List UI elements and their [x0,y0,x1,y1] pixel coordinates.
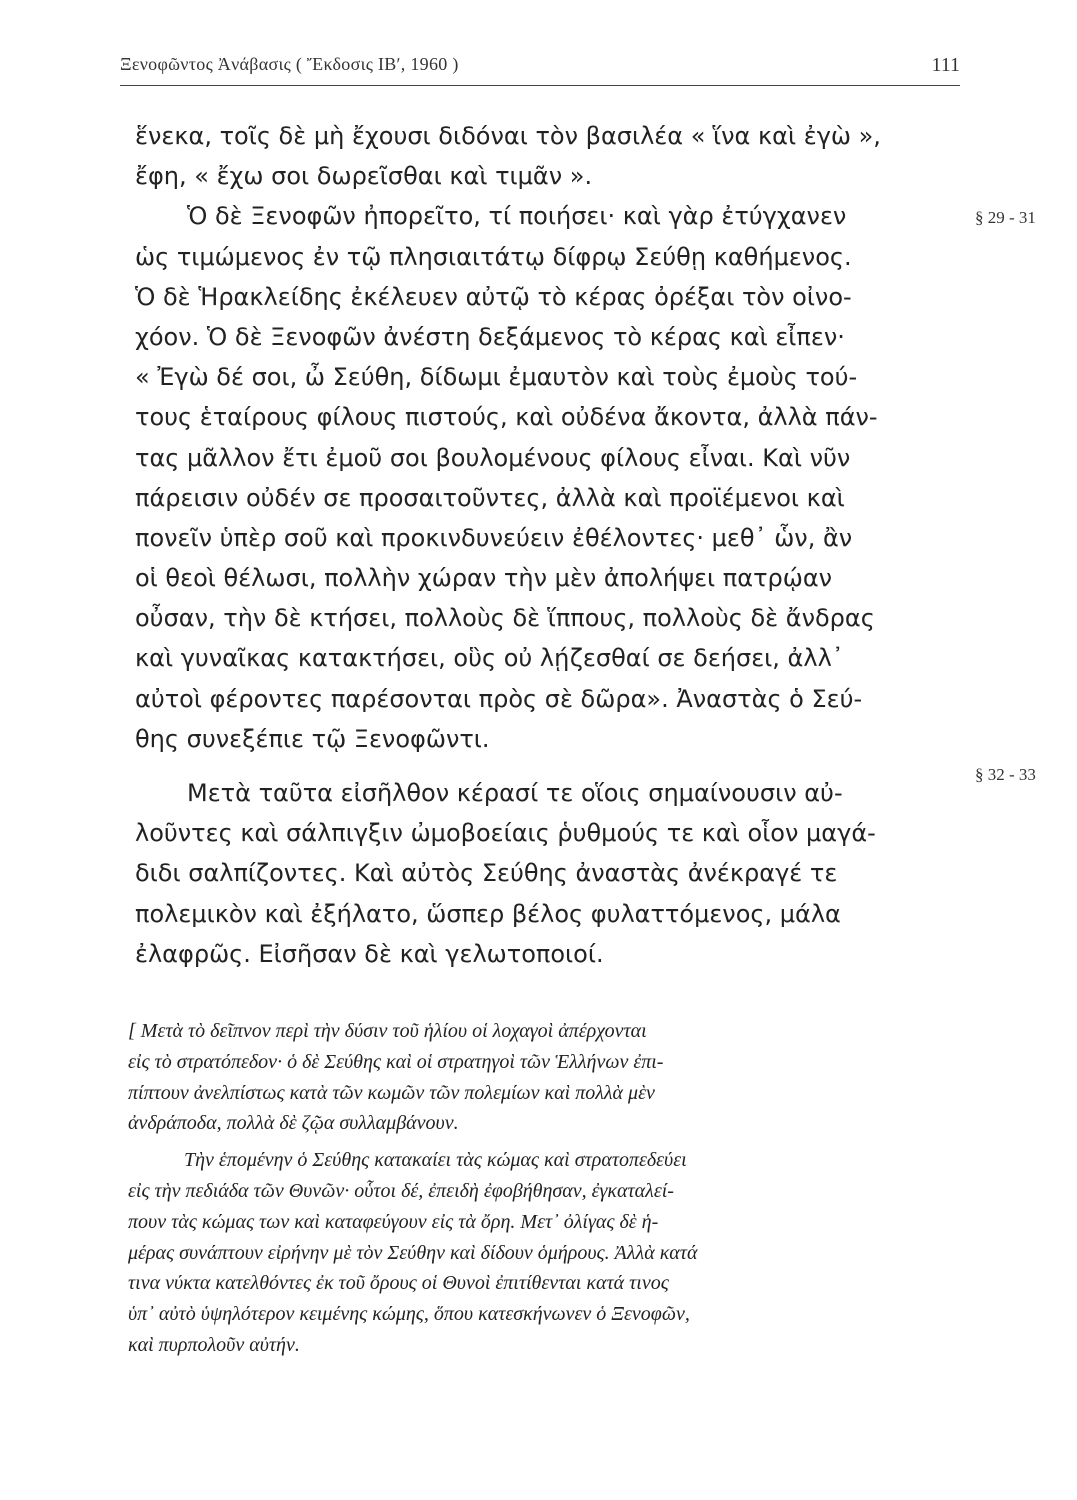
text-line: πονεῖν ὑπὲρ σοῦ καὶ προκινδυνεύειν ἐθέλοντες· μεθ᾽ ὧν, ἂν [135,523,853,552]
text-line: ἐλαφρῶς. Εἰσῆσαν δὲ καὶ γελωτοποιοί. [135,939,604,968]
text-line: ὡς τιμώμενος ἐν τῷ πλησιαιτάτῳ δίφρῳ Σεύθῃ καθήμενος. [135,242,852,271]
running-header [120,50,960,84]
text-line: Μετὰ ταῦτα εἰσῆλθον κέρασί τε οἵοις σημαίνουσιν αὐ- [187,779,843,807]
text-line: οὖσαν, τὴν δὲ κτήσει, πολλοὺς δὲ ἵππους, πολλοὺς δὲ ἄνδρας [135,604,875,633]
text-line: Ὁ δὲ Ξενοφῶν ἠπορεῖτο, τί ποιήσει· καὶ γὰρ ἐτύγχανεν [187,202,847,231]
text-line: οἱ θεοὶ θέλωσι, πολλὴν χώραν τὴν μὲν ἀπολήψει πατρῴαν [135,564,833,593]
note-line: καὶ πυρπολοῦν αὐτήν. [128,1333,300,1356]
text-line: χόον. Ὁ δὲ Ξενοφῶν ἀνέστη δεξάμενος τὸ κέρας καὶ εἶπεν· [135,322,845,351]
margin-reference: § 32 - 33 [975,765,1036,784]
note-line: εἰς τὸ στρατόπεδον· ὁ δὲ Σεύθης καὶ οἱ στρατηγοὶ τῶν Ἑλλήνων ἐπι- [128,1050,664,1073]
text-line: καὶ γυναῖκας κατακτήσει, οὓς οὐ λῄζεσθαί σε δεήσει, ἀλλ᾽ [135,644,844,673]
margin-reference: § 29 - 31 [975,208,1036,227]
text-line: Ὁ δὲ Ἡρακλείδης ἐκέλευεν αὐτῷ τὸ κέρας ὀρέξαι τὸν οἰνο- [135,282,852,311]
text-line: πάρεισιν οὐδέν σε προσαιτοῦντες, ἀλλὰ καὶ προϊέμενοι καὶ [135,483,845,512]
note-line: πουν τὰς κώμας των καὶ καταφεύγουν εἰς τὰ ὄρη. Μετ᾽ ὀλίγας δὲ ἡ- [128,1210,659,1233]
page-number: 111 [931,54,960,76]
paragraph-gap [135,759,965,773]
running-title: Ξενοφῶντος Ἀνάβασις ( Ἔκδοσις ΙΒʹ, 1960 ) [120,54,459,74]
text-line: διδι σαλπίζοντες. Καὶ αὐτὸς Σεύθης ἀναστὰς ἀνέκραγέ τε [135,859,838,888]
text-line: θης συνεξέπιε τῷ Ξενοφῶντι. [135,724,490,753]
header-rule [120,85,960,86]
text-line: τας μᾶλλον ἔτι ἐμοῦ σοι βουλομένους φίλους εἶναι. Καὶ νῦν [135,443,851,472]
note-line: Τὴν ἑπομένην ὁ Σεύθης κατακαίει τὰς κώμας καὶ στρατοπεδεύει [184,1149,687,1172]
text-line: πολεμικὸν καὶ ἐξήλατο, ὥσπερ βέλος φυλαττόμενος, μάλα [135,899,841,928]
note-line: [ Μετὰ τὸ δεῖπνον περὶ τὴν δύσιν τοῦ ἡλίου οἱ λοχαγοὶ ἀπέρχονται [128,1020,647,1042]
text-line: αὐτοὶ φέροντες παρέσονται πρὸς σὲ δῶρα». Ἀναστὰς ὁ Σεύ- [135,684,863,713]
note-line: πίπτουν ἀνελπίστως κατὰ τῶν κωμῶν τῶν πολεμίων καὶ πολλὰ μὲν [128,1081,655,1104]
text-line: τους ἑταίρους φίλους πιστούς, καὶ οὐδένα ἄκοντα, ἀλλὰ πάν- [135,403,878,432]
note-line: ἀνδράποδα, πολλὰ δὲ ζῷα συλλαμβάνουν. [128,1112,459,1135]
summary-notes [128,1016,968,1361]
note-line: εἰς τὴν πεδιάδα τῶν Θυνῶν· οὗτοι δέ, ἐπειδὴ ἐφοβήθησαν, ἐγκαταλεί- [128,1179,674,1202]
main-text [135,116,965,974]
text-line: ἔφη, « ἔχω σοι δωρεῖσθαι καὶ τιμᾶν ». [135,162,593,191]
note-line: μέρας συνάπτουν εἰρήνην μὲ τὸν Σεύθην καὶ δίδουν ὁμήρους. Ἀλλὰ κατά [128,1241,698,1264]
text-line: λοῦντες καὶ σάλπιγξιν ὠμοβοείαις ῥυθμούς τε καὶ οἷον μαγά- [135,819,876,848]
text-line: ἕνεκα, τοῖς δὲ μὴ ἔχουσι διδόναι τὸν βασιλέα « ἵνα καὶ ἐγὼ », [135,122,881,150]
note-line: ὑπ᾽ αὐτὸ ὑψηλότερον κειμένης κώμης, ὅπου κατεσκήνωνεν ὁ Ξενοφῶν, [128,1303,690,1326]
text-line: « Ἐγὼ δέ σοι, ὦ Σεύθη, δίδωμι ἐμαυτὸν καὶ τοὺς ἐμοὺς τού- [135,363,858,392]
note-line: τινα νύκτα κατελθόντες ἐκ τοῦ ὄρους οἱ Θυνοὶ ἐπιτίθενται κατά τινος [128,1272,669,1295]
